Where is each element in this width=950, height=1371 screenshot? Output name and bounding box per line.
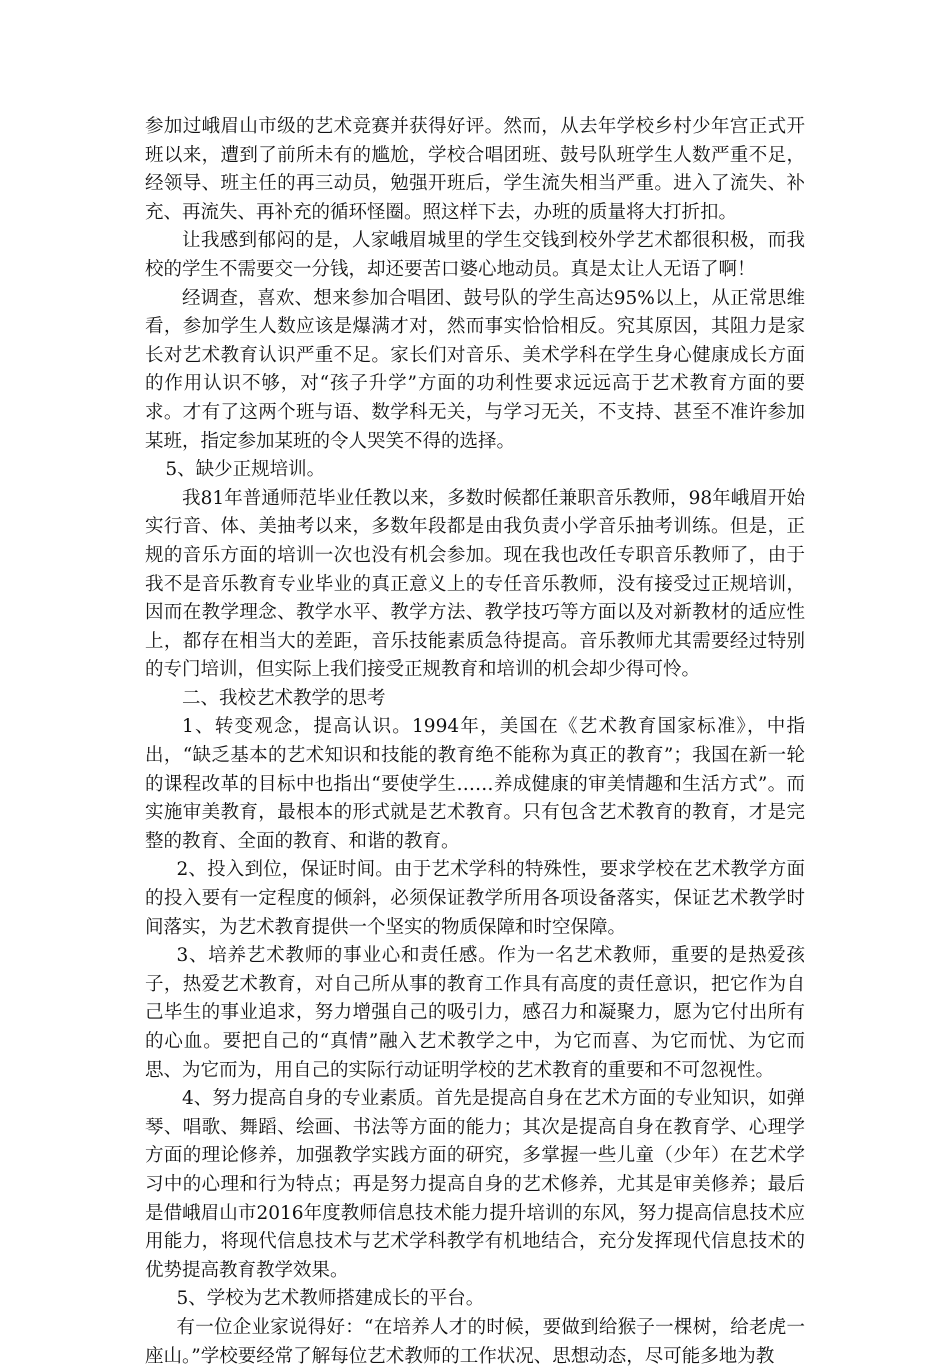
paragraph-city-students-comparison: 让我感到郁闷的是，人家峨眉城里的学生交钱到校外学艺术都很积极，而我校的学生不需要交一分钱，却还要苦口婆心地动员。真是太让人无语了啊！ bbox=[145, 230, 805, 280]
document-body bbox=[145, 113, 805, 1371]
paragraph-teacher-background: 我81年普通师范毕业任教以来，多数时候都任兼职音乐教师，98年峨眉开始实行音、体、美抽考以来，多数年段都是由我负责小学音乐抽考训练。但是，正规的音乐方面的培训一次也没有机会参加。现在我也改任专职音乐教师了，由于我不是音乐教育专业毕业的真正意义上的专任音乐教师，没有接受过正规培训，因而在教学理念、教学水平、教学方法、教学技巧等方面以及对新教材的适应性上，都存在相当大的差距，音乐技能素质急待提高。音乐教师尤其需要经过特别的专门培训，但实际上我们接受正规教育和培训的机会却少得可怜。 bbox=[145, 487, 805, 681]
section-heading-reflections: 二、我校艺术教学的思考 bbox=[182, 687, 386, 709]
paragraph-change-concepts: 1、转变观念，提高认识。1994年，美国在《艺术教育国家标准》，中指出，“缺乏基本的艺术知识和技能的教育绝不能称为真正的教育”；我国在新一轮的课程改革的目标中也指出“要使学生……养成健康的审美情趣和生活方式”。而实施审美教育，最根本的形式就是艺术教育。只有包含艺术教育的教育，才是完整的教育、全面的教育、和谐的教育。 bbox=[145, 716, 805, 852]
paragraph-investment-time: 2、投入到位，保证时间。由于艺术学科的特殊性，要求学校在艺术教学方面的投入要有一定程度的倾斜，必须保证教学所用各项设备落实，保证艺术教学时间落实，为艺术教育提供一个坚实的物质保障和时空保障。 bbox=[145, 859, 805, 938]
heading-lack-of-training: 5、缺少正规培训。 bbox=[165, 459, 326, 481]
paragraph-professional-quality: 4、努力提高自身的专业素质。首先是提高自身在艺术方面的专业知识，如弹琴、唱歌、舞蹈、绘画、书法等方面的能力；其次是提高自身在教育学、心理学方面的理论修养，加强教学实践方面的研究，多掌握一些儿童（少年）在艺术学习中的心理和行为特点；再是努力提高自身的艺术修养，尤其是审美修养；最后是借峨眉山市2016年度教师信息技术能力提升培训的东风，努力提高信息技术应用能力，将现代信息技术与艺术学科教学有机地结合，充分发挥现代信息技术的优势提高教育教学效果。 bbox=[145, 1088, 805, 1281]
paragraph-entrepreneur-quote: 有一位企业家说得好：“在培养人才的时候，要做到给猴子一棵树，给老虎一座山。”学校要经常了解每位艺术教师的工作状况、思想动态，尽可能多地为教 bbox=[145, 1316, 805, 1367]
paragraph-rural-youth-palace-difficulties: 参加过峨眉山市级的艺术竞赛并获得好评。然而，从去年学校乡村少年宫正式开班以来，遭到了前所未有的尴尬，学校合唱团班、鼓号队班学生人数严重不足，经领导、班主任的再三动员，勉强开班后，学生流失相当严重。进入了流失、补充、再流失、再补充的循环怪圈。照这样下去，办班的质量将大打折扣。 bbox=[145, 116, 805, 223]
heading-growth-platform: 5、学校为艺术教师搭建成长的平台。 bbox=[176, 1288, 485, 1310]
paragraph-dedication-responsibility: 3、培养艺术教师的事业心和责任感。作为一名艺术教师，重要的是热爱孩子，热爱艺术教育，对自己所从事的教育工作具有高度的责任意识，把它作为自己毕生的事业追求，努力增强自己的吸引力，感召力和凝聚力，愿为它付出所有的心血。要把自己的“真情”融入艺术教学之中，为它而喜、为它而忧、为它而思、为它而为，用自己的实际行动证明学校的艺术教育的重要和不可忽视性。 bbox=[145, 945, 805, 1081]
paragraph-survey-findings: 经调查，喜欢、想来参加合唱团、鼓号队的学生高达95%以上，从正常思维看，参加学生人数应该是爆满才对，然而事实恰恰相反。究其原因，其阻力是家长对艺术教育认识严重不足。家长们对音乐、美术学科在学生身心健康成长方面的作用认识不够，对“孩子升学”方面的功利性要求远远高于艺术教育方面的要求。才有了这两个班与语、数学科无关，与学习无关，不支持、甚至不准许参加某班，指定参加某班的令人哭笑不得的选择。 bbox=[145, 287, 805, 452]
